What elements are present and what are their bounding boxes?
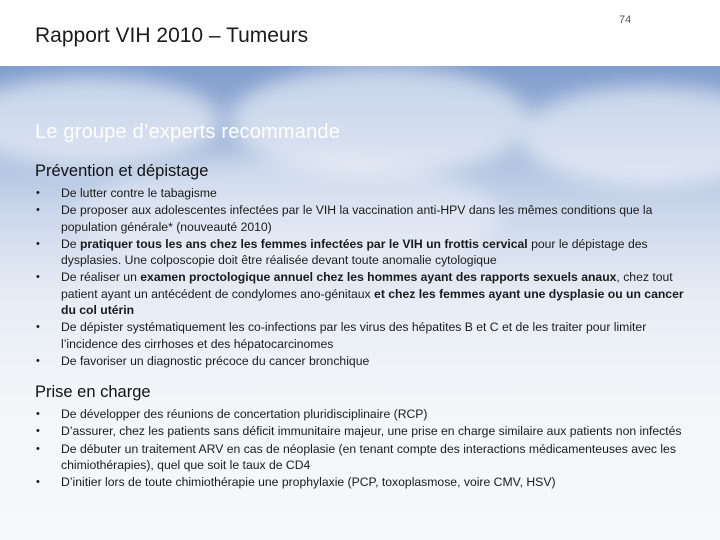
bullet-icon: • [36,321,40,334]
list-item [35,423,695,439]
list-item-text: De proposer aux adolescentes infectées par le VIH la vaccination anti-HPV dans les mêmes conditions que la population générale* (nouveauté 2010) [61,203,653,234]
list-item [35,202,695,235]
bullet-icon: • [36,204,40,217]
list-item-text: De [61,236,80,251]
bullet-icon: • [36,237,40,250]
list-item [35,406,695,422]
section-heading: Prise en charge [35,383,151,401]
list-item-text: pour le dépistage des dysplasies. Une colposcopie doit être réalisée devant toute anomalie cytologique [61,236,648,268]
section-prise-en-charge [35,383,695,491]
bullet-list [35,406,695,490]
bullet-icon: • [36,354,40,367]
list-item-text: De développer des réunions de concertation pluridisciplinaire (RCP) [61,407,428,421]
list-item [35,319,695,352]
list-item-text: De débuter un traitement ARV en cas de néoplasie (en tenant compte des interactions médicamenteuses avec les chimiothérapies), quel que soit le taux de CD4 [61,441,676,472]
list-item-text: D’initier lors de toute chimiothérapie une prophylaxie (PCP, toxoplasmose, voire CMV, HSV) [61,475,556,490]
list-item-text: , chez tout patient ayant un antécédent de condylomes ano-génitaux [61,270,673,301]
bullet-list [35,185,695,369]
page-number: 74 [619,14,632,26]
list-item-text: examen proctologique annuel chez les hommes ayant des rapports sexuels anaux [140,270,617,285]
list-item-text: De favoriser un diagnostic précoce du cancer bronchique [61,353,370,368]
bullet-icon: • [36,442,40,455]
list-item-text: De lutter contre le tabagisme [61,186,217,200]
list-item-text: De dépister systématiquement les co-infections par les virus des hépatites B et C et de les traiter pour limiter l’incidence des cirrhoses et des hépatocarcinomes [61,320,647,351]
list-item [35,185,695,201]
list-item [35,441,695,474]
list-item-text: et chez les femmes ayant une dysplasie ou un cancer du col utérin [61,286,684,318]
main-heading: Le groupe d’experts recommande [35,121,341,143]
bullet-icon: • [36,187,40,199]
list-item-text: pratiquer tous les ans chez les femmes infectées par le VIH un frottis cervical [79,236,528,251]
bullet-icon: • [36,476,40,489]
list-item [35,474,695,490]
list-item [35,353,695,369]
page-title: Rapport VIH 2010 – Tumeurs [35,24,309,47]
bullet-icon: • [36,271,40,284]
bullet-icon: • [36,408,40,420]
section-heading: Prévention et dépistage [35,162,209,180]
list-item-text: De réaliser un [61,270,141,285]
section-prevention [35,162,695,370]
bullet-icon: • [36,425,40,438]
list-item-text: D’assurer, chez les patients sans déficit immunitaire majeur, une prise en charge similaire aux patients non infectés [61,424,682,439]
list-item [35,236,695,269]
list-item [35,269,695,318]
